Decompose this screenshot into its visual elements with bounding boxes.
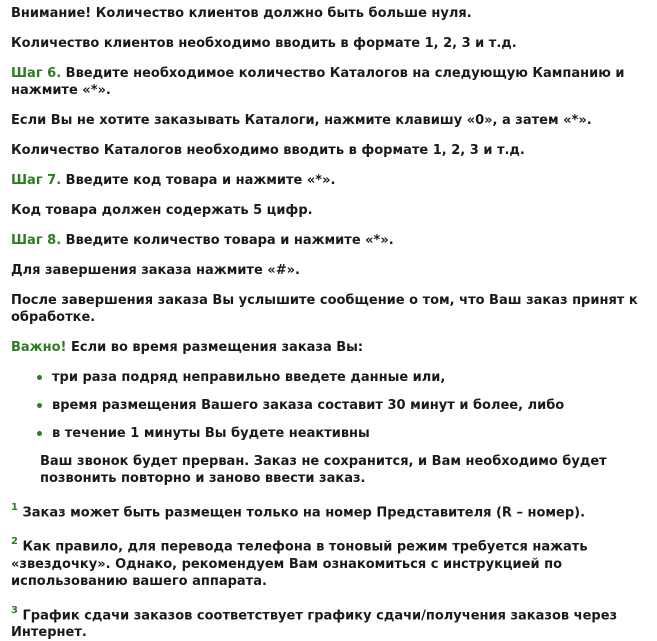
important-label: Важно! bbox=[11, 340, 67, 355]
footnote-1 bbox=[11, 500, 647, 521]
footnote-2 bbox=[11, 534, 647, 589]
code-length-note: Код товара должен содержать 5 цифр. bbox=[11, 203, 313, 218]
footnote-marker: 1 bbox=[11, 502, 18, 513]
after-finish-note: После завершения заказа Вы услышите сообщение о том, что Ваш заказ принят к обработке. bbox=[11, 293, 638, 325]
step-6-text: Введите необходимое количество Каталогов на следующую Кампанию и нажмите «*». bbox=[11, 66, 625, 98]
step-7-text: Введите код товара и нажмите «*». bbox=[61, 173, 336, 188]
footnote-text: Заказ может быть размещен только на номер Представителя (R – номер). bbox=[17, 505, 586, 521]
no-catalogs-note: Если Вы не хотите заказывать Каталоги, нажмите клавишу «0», а затем «*». bbox=[11, 113, 592, 128]
important-heading bbox=[11, 339, 647, 356]
step-7 bbox=[11, 172, 647, 189]
important-text: Если во время размещения заказа Вы: bbox=[66, 340, 364, 355]
warning-zero-clients: Внимание! Количество клиентов должно быть больше нуля. bbox=[11, 6, 472, 21]
list-item: в течение 1 минуты Вы будете неактивны bbox=[35, 425, 647, 442]
step-7-label: Шаг 7. bbox=[11, 173, 62, 188]
clients-format-note: Количество клиентов необходимо вводить в формате 1, 2, 3 и т.д. bbox=[11, 36, 517, 51]
catalogs-format-note: Количество Каталогов необходимо вводить в формате 1, 2, 3 и т.д. bbox=[11, 143, 525, 158]
call-dropped-note: Ваш звонок будет прерван. Заказ не сохранится, и Вам необходимо будет позвонить повторно и заново ввести заказ. bbox=[40, 454, 607, 486]
footnote-marker: 2 bbox=[11, 536, 18, 548]
finish-order-note: Для завершения заказа нажмите «#». bbox=[11, 263, 300, 278]
footnote-3 bbox=[11, 603, 647, 641]
step-6 bbox=[11, 65, 647, 99]
step-8 bbox=[11, 232, 647, 249]
footnote-text: Как правило, для перевода телефона в тоновый режим требуется нажать «звездочку». Однако, рекомендуем Вам ознакомиться с инструкцией по использованию вашего аппарата. bbox=[11, 539, 588, 589]
list-item: три раза подряд неправильно введете данные или, bbox=[35, 369, 647, 386]
list-item: время размещения Вашего заказа составит 30 минут и более, либо bbox=[35, 397, 647, 414]
conditions-list bbox=[11, 369, 647, 442]
footnote-marker: 3 bbox=[11, 604, 18, 616]
footnote-text: График сдачи заказов соответствует графику сдачи/получения заказов через Интернет. bbox=[11, 607, 618, 640]
step-6-label: Шаг 6. bbox=[11, 66, 62, 81]
step-8-text: Введите количество товара и нажмите «*». bbox=[61, 233, 394, 248]
step-8-label: Шаг 8. bbox=[11, 233, 62, 248]
